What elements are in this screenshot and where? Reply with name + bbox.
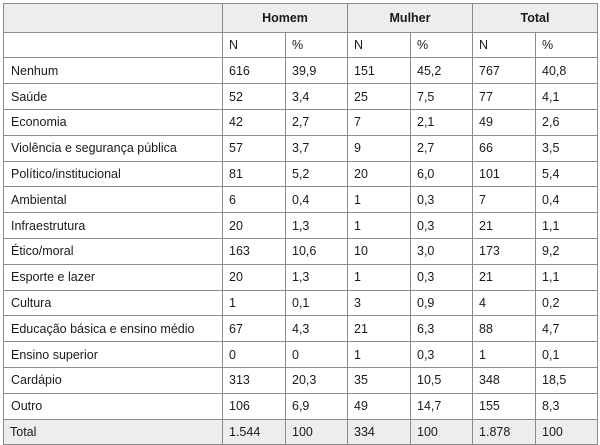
cell-mulher-pct: 14,7 [411,393,473,419]
cell-mulher-pct: 6,3 [411,316,473,342]
cell-mulher-pct: 0,9 [411,290,473,316]
row-label: Cultura [4,290,223,316]
cell-homem-n: 616 [223,58,286,84]
cell-total-pct: 1,1 [536,213,598,239]
subheader-mulher-pct: % [411,32,473,58]
cell-mulher-pct: 2,1 [411,109,473,135]
row-label: Saúde [4,84,223,110]
table-row [4,84,598,110]
cell-homem-pct: 3,7 [286,135,348,161]
cell-total-pct: 2,6 [536,109,598,135]
cell-homem-pct: 0 [286,342,348,368]
cell-homem-pct: 6,9 [286,393,348,419]
table-footer [4,419,598,445]
cell-homem-n: 20 [223,264,286,290]
row-label: Educação básica e ensino médio [4,316,223,342]
cell-total-pct: 0,2 [536,290,598,316]
cell-homem-pct: 0,1 [286,290,348,316]
cell-mulher-n: 1 [348,187,411,213]
header-group-mulher: Mulher [348,4,473,33]
cell-total-pct: 40,8 [536,58,598,84]
cell-homem-n: 42 [223,109,286,135]
table-row [4,393,598,419]
table-row [4,58,598,84]
cell-total-n: 4 [473,290,536,316]
cell-homem-pct: 2,7 [286,109,348,135]
cell-homem-n: 6 [223,187,286,213]
cell-homem-pct: 1,3 [286,213,348,239]
cell-mulher-pct: 0,3 [411,342,473,368]
table-row [4,342,598,368]
cell-mulher-pct: 10,5 [411,367,473,393]
table-row [4,290,598,316]
table-row [4,187,598,213]
subheader-homem-n: N [223,32,286,58]
header-corner-cell [4,4,223,33]
subheader-mulher-n: N [348,32,411,58]
total-total-n: 1.878 [473,419,536,445]
cell-homem-n: 67 [223,316,286,342]
cell-mulher-n: 20 [348,161,411,187]
total-row-label: Total [4,419,223,445]
cell-homem-pct: 20,3 [286,367,348,393]
table-header [4,4,598,58]
total-total-pct: 100 [536,419,598,445]
table-row [4,264,598,290]
subheader-total-pct: % [536,32,598,58]
table-row [4,316,598,342]
row-label: Ambiental [4,187,223,213]
cell-total-pct: 0,4 [536,187,598,213]
cell-total-pct: 4,1 [536,84,598,110]
cell-mulher-pct: 2,7 [411,135,473,161]
cell-total-n: 88 [473,316,536,342]
cell-mulher-pct: 0,3 [411,264,473,290]
cell-homem-n: 106 [223,393,286,419]
cell-mulher-n: 10 [348,238,411,264]
row-label: Esporte e lazer [4,264,223,290]
row-label: Político/institucional [4,161,223,187]
cell-mulher-n: 3 [348,290,411,316]
row-label: Nenhum [4,58,223,84]
cell-total-pct: 3,5 [536,135,598,161]
cell-mulher-pct: 3,0 [411,238,473,264]
cell-mulher-n: 25 [348,84,411,110]
cell-total-n: 77 [473,84,536,110]
cell-mulher-n: 1 [348,264,411,290]
cell-mulher-n: 7 [348,109,411,135]
cell-total-n: 66 [473,135,536,161]
cell-homem-n: 0 [223,342,286,368]
header-row-subheaders [4,32,598,58]
cell-total-pct: 4,7 [536,316,598,342]
total-row [4,419,598,445]
cell-total-n: 767 [473,58,536,84]
cell-mulher-n: 1 [348,342,411,368]
cell-total-pct: 0,1 [536,342,598,368]
table-row [4,161,598,187]
cell-homem-pct: 10,6 [286,238,348,264]
data-table [3,3,598,445]
row-label: Infraestrutura [4,213,223,239]
cell-homem-n: 20 [223,213,286,239]
cell-total-pct: 5,4 [536,161,598,187]
header-group-homem: Homem [223,4,348,33]
cell-mulher-pct: 0,3 [411,213,473,239]
cell-total-n: 49 [473,109,536,135]
cell-mulher-n: 21 [348,316,411,342]
subheader-total-n: N [473,32,536,58]
cell-homem-pct: 4,3 [286,316,348,342]
cell-mulher-n: 35 [348,367,411,393]
cell-total-n: 21 [473,213,536,239]
cell-total-n: 7 [473,187,536,213]
total-mulher-pct: 100 [411,419,473,445]
table-row [4,213,598,239]
cell-homem-n: 1 [223,290,286,316]
cell-total-n: 173 [473,238,536,264]
cell-total-n: 101 [473,161,536,187]
cell-total-n: 1 [473,342,536,368]
cell-homem-pct: 39,9 [286,58,348,84]
cell-mulher-n: 1 [348,213,411,239]
cell-total-n: 348 [473,367,536,393]
cell-mulher-n: 151 [348,58,411,84]
row-label: Ético/moral [4,238,223,264]
cell-mulher-pct: 0,3 [411,187,473,213]
table-container [3,3,598,445]
cell-total-pct: 9,2 [536,238,598,264]
cell-mulher-pct: 7,5 [411,84,473,110]
header-row-groups [4,4,598,33]
cell-homem-n: 313 [223,367,286,393]
cell-mulher-pct: 6,0 [411,161,473,187]
cell-homem-pct: 3,4 [286,84,348,110]
cell-homem-n: 57 [223,135,286,161]
cell-total-pct: 8,3 [536,393,598,419]
cell-homem-n: 163 [223,238,286,264]
cell-mulher-n: 49 [348,393,411,419]
table-row [4,109,598,135]
cell-homem-n: 81 [223,161,286,187]
total-mulher-n: 334 [348,419,411,445]
cell-homem-pct: 1,3 [286,264,348,290]
row-label: Cardápio [4,367,223,393]
cell-mulher-n: 9 [348,135,411,161]
header-blank-cell [4,32,223,58]
cell-total-n: 21 [473,264,536,290]
cell-homem-n: 52 [223,84,286,110]
table-row [4,367,598,393]
cell-total-n: 155 [473,393,536,419]
total-homem-n: 1.544 [223,419,286,445]
row-label: Ensino superior [4,342,223,368]
row-label: Economia [4,109,223,135]
total-homem-pct: 100 [286,419,348,445]
cell-total-pct: 18,5 [536,367,598,393]
row-label: Outro [4,393,223,419]
row-label: Violência e segurança pública [4,135,223,161]
header-group-total: Total [473,4,598,33]
cell-homem-pct: 0,4 [286,187,348,213]
table-row [4,135,598,161]
cell-total-pct: 1,1 [536,264,598,290]
cell-mulher-pct: 45,2 [411,58,473,84]
cell-homem-pct: 5,2 [286,161,348,187]
table-body [4,58,598,419]
table-row [4,238,598,264]
subheader-homem-pct: % [286,32,348,58]
